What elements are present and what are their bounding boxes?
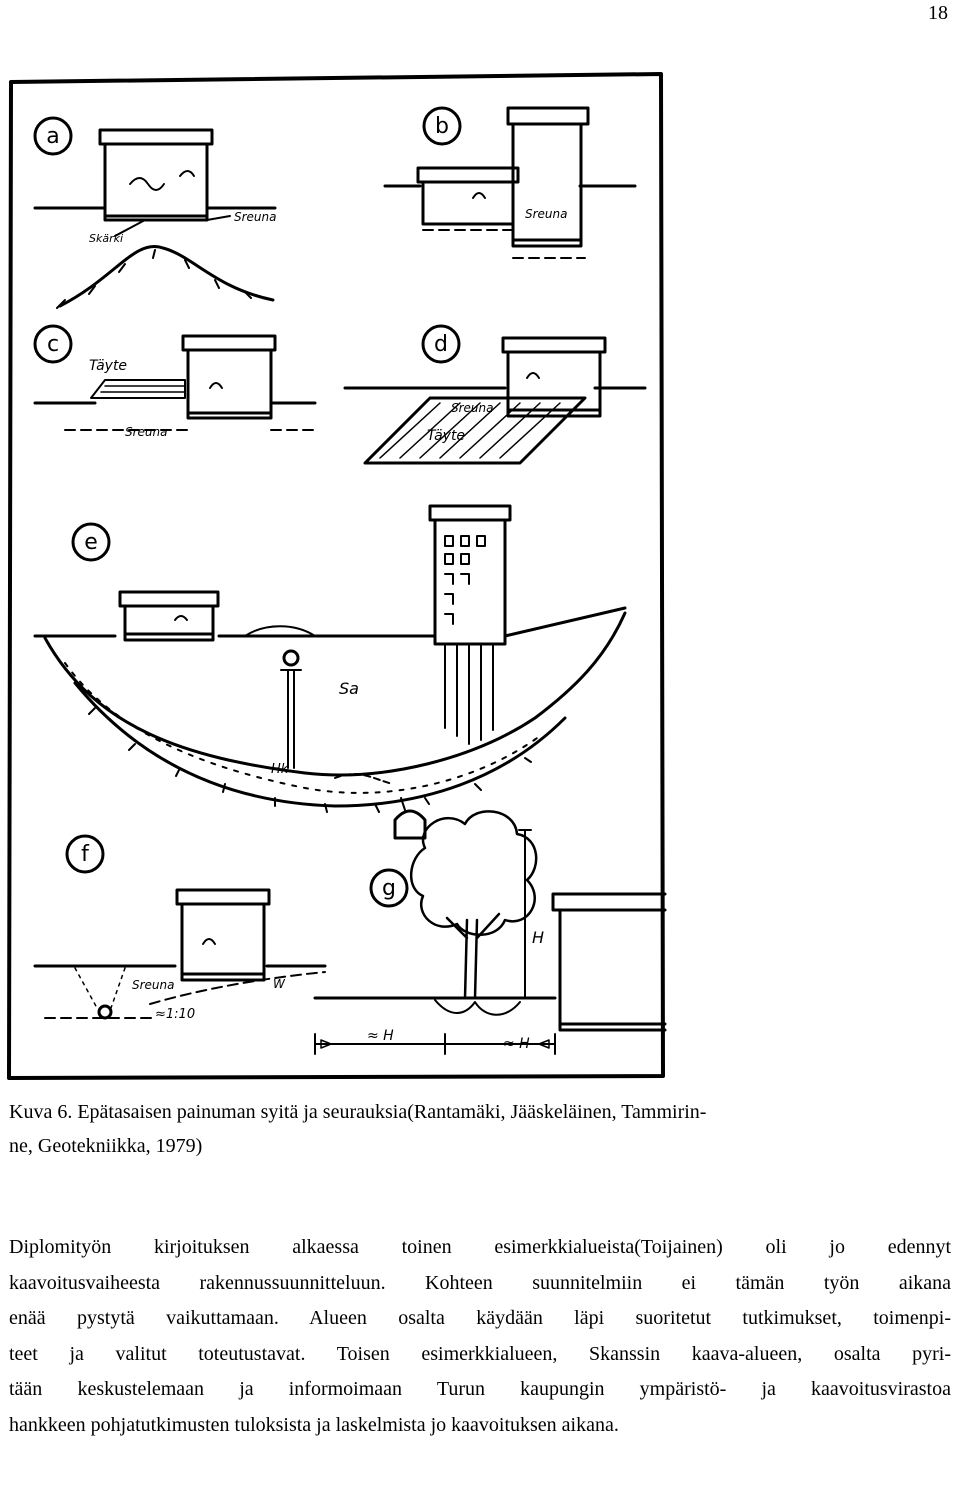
building-g-roof: [553, 894, 665, 910]
settlement-drawing: [5, 68, 667, 1080]
building-a-walls: [105, 144, 207, 220]
building-b-high-roof: [508, 108, 588, 124]
annotation-sreuna-d: Sreuna: [451, 401, 494, 415]
building-b-low-roof: [418, 168, 518, 182]
label-c: c: [46, 332, 60, 357]
annotation-sreuna-b: Sreuna: [525, 207, 568, 221]
annotation-sreuna-c: Sreuna: [125, 425, 168, 439]
building-d-roof: [503, 338, 605, 352]
annotation-approx-h2: ≈ H: [503, 1036, 530, 1052]
annotation-sa-e: Sa: [339, 679, 359, 698]
caption-line: ne, Geotekniikka, 1979): [9, 1135, 203, 1157]
paragraph-line: enää pystytä vaikuttamaan. Alueen osalta käydään läpi suoritetut tutkimukset, toimenpi-: [9, 1307, 951, 1329]
annotation-slope-f: ≈1:10: [155, 1007, 196, 1022]
label-g: g: [382, 876, 396, 901]
annotation-sreuna-a: Sreuna: [234, 210, 277, 224]
building-e-tower-roof: [430, 506, 510, 520]
paragraph-line: Diplomityön kirjoituksen alkaessa toinen esimerkkialueista(Toijainen) oli jo edennyt: [9, 1236, 951, 1258]
building-a-roof: [100, 130, 212, 144]
building-f-walls: [182, 904, 264, 980]
annotation-w-f: W: [273, 977, 285, 991]
rock-surface-a: [60, 246, 273, 306]
well-e: [284, 651, 298, 665]
label-a: a: [46, 124, 60, 149]
tree-trunk-g: [447, 914, 499, 998]
caption-line: Kuva 6. Epätasaisen painuman syitä ja seurauksia(Rantamäki, Jääskeläinen, Tammirin-: [9, 1101, 707, 1123]
label-d: d: [434, 332, 448, 357]
paragraph-line: tään keskustelemaan ja informoimaan Turun kaupungin ympäristö- ja kaavoitusvirastoa: [9, 1378, 951, 1400]
building-f-roof: [177, 890, 269, 904]
label-f: f: [81, 842, 89, 867]
page-number: 18: [928, 2, 948, 24]
building-c-walls: [188, 350, 271, 418]
pipe-f: [99, 1006, 111, 1018]
annotation-tayte-c: Täyte: [89, 358, 128, 374]
building-d-walls: [508, 352, 600, 416]
annotation-skarki-a: Skärki: [89, 232, 124, 245]
annotation-h-g: H: [532, 928, 545, 947]
building-b-low-walls: [423, 182, 513, 224]
annotation-hk-e: Hk: [271, 762, 289, 777]
paragraph-line: teet ja valitut toteutustavat. Toisen esimerkkialueen, Skanssin kaava-alueen, osalta pyri-: [9, 1342, 951, 1365]
bedrock-e: [75, 683, 565, 806]
tree-crown-g: [411, 811, 536, 934]
fill-c: [91, 380, 185, 398]
building-g-walls: [560, 910, 665, 1030]
body-paragraph: [9, 1230, 951, 1443]
piles-e: [445, 644, 493, 744]
building-c-roof: [183, 336, 275, 350]
building-b-high-walls: [513, 124, 581, 246]
paragraph-line: hankkeen pohjatutkimusten tuloksista ja laskelmista jo kaavoituksen aikana.: [9, 1413, 619, 1436]
annotation-sreuna-f: Sreuna: [132, 978, 175, 992]
annotation-approx-h1: ≈ H: [367, 1028, 394, 1044]
label-b: b: [435, 114, 449, 139]
tunnel-e: [395, 811, 425, 838]
paragraph-line: kaavoitusvaiheesta rakennussuunnitteluun. Kohteen suunnitelmiin ei tämän työn aikana: [9, 1271, 951, 1294]
figure-frame: [9, 74, 663, 1078]
figure-caption: [9, 1095, 949, 1163]
settlement-figure: [5, 68, 667, 1080]
annotation-tayte-d: Täyte: [427, 428, 466, 444]
building-e-low-roof: [120, 592, 218, 606]
label-e: e: [84, 530, 98, 555]
